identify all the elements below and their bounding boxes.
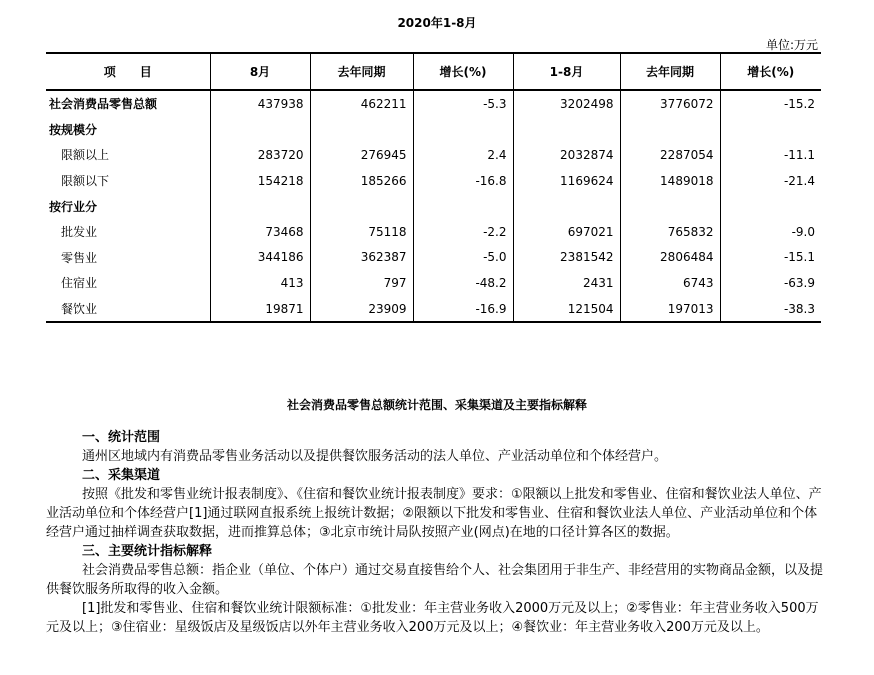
table-row xyxy=(46,296,821,323)
header-august-last-year: 去年同期 xyxy=(310,53,413,90)
table-row xyxy=(46,219,821,245)
cell: -11.1 xyxy=(720,142,821,168)
cell: 73468 xyxy=(210,219,310,245)
cell xyxy=(720,193,821,219)
row-label: 零售业 xyxy=(61,250,98,265)
cell: -5.3 xyxy=(413,90,513,117)
notes-section xyxy=(46,428,824,637)
cell: 2431 xyxy=(513,270,620,296)
table-row xyxy=(46,142,821,168)
cell: 185266 xyxy=(310,168,413,194)
notes-title: 社会消费品零售总额统计范围、采集渠道及主要指标解释 xyxy=(286,398,587,412)
table-row xyxy=(46,90,821,117)
cell: 197013 xyxy=(620,296,720,323)
header-jan-aug-last-year: 去年同期 xyxy=(620,53,720,90)
unit-label: 单位:万元 xyxy=(765,38,818,52)
cell: 2806484 xyxy=(620,245,720,271)
cell: 3776072 xyxy=(620,90,720,117)
cell: 765832 xyxy=(620,219,720,245)
cell xyxy=(620,117,720,143)
header-august: 8月 xyxy=(210,53,310,90)
header-jan-aug-growth: 增长(%) xyxy=(720,53,821,90)
row-label: 限额以上 xyxy=(61,148,110,163)
cell: 697021 xyxy=(513,219,620,245)
cell: -15.1 xyxy=(720,245,821,271)
cell: -16.8 xyxy=(413,168,513,194)
channel-heading: 二、采集渠道 xyxy=(82,468,161,483)
cell: 1489018 xyxy=(620,168,720,194)
header-august-growth: 增长(%) xyxy=(413,53,513,90)
table-row xyxy=(46,270,821,296)
cell: 2287054 xyxy=(620,142,720,168)
table-row xyxy=(46,117,821,143)
cell: 276945 xyxy=(310,142,413,168)
cell xyxy=(720,117,821,143)
cell: 75118 xyxy=(310,219,413,245)
row-label: 限额以下 xyxy=(61,174,110,189)
cell: 2381542 xyxy=(513,245,620,271)
cell: 362387 xyxy=(310,245,413,271)
cell: 437938 xyxy=(210,90,310,117)
header-jan-aug: 1-8月 xyxy=(513,53,620,90)
report-title: 2020年1-8月 xyxy=(397,16,477,30)
cell: 2.4 xyxy=(413,142,513,168)
retail-sales-table xyxy=(46,52,821,323)
cell xyxy=(413,193,513,219)
cell xyxy=(620,193,720,219)
cell xyxy=(413,117,513,143)
cell xyxy=(210,117,310,143)
indicator-heading: 三、主要统计指标解释 xyxy=(82,544,213,559)
row-label: 餐饮业 xyxy=(46,296,210,323)
cell: 121504 xyxy=(513,296,620,323)
cell: 2032874 xyxy=(513,142,620,168)
table-row xyxy=(46,245,821,271)
table-row xyxy=(46,168,821,194)
cell: 797 xyxy=(310,270,413,296)
header-item: 项 目 xyxy=(46,53,210,90)
scope-paragraph: 通州区地域内有消费品零售业务活动以及提供餐饮服务活动的法人单位、产业活动单位和个体经营户。 xyxy=(82,449,668,464)
cell: -15.2 xyxy=(720,90,821,117)
cell: 23909 xyxy=(310,296,413,323)
cell: 462211 xyxy=(310,90,413,117)
table-header-row xyxy=(46,53,821,90)
cell xyxy=(210,193,310,219)
cell: -48.2 xyxy=(413,270,513,296)
cell xyxy=(513,193,620,219)
cell: -21.4 xyxy=(720,168,821,194)
row-label: 住宿业 xyxy=(61,276,98,291)
table-row xyxy=(46,193,821,219)
cell: 344186 xyxy=(210,245,310,271)
footnote-paragraph: [1]批发和零售业、住宿和餐饮业统计限额标准：①批发业：年主营业务收入2000万元及以上；②零售业：年主营业务收入500万元及以上；③住宿业：星级饭店及星级饭店以外年主营业务收入200万元及以上；④餐饮业：年主营业务收入200万元及以上。 xyxy=(46,601,819,635)
cell: -5.0 xyxy=(413,245,513,271)
cell: -38.3 xyxy=(720,296,821,323)
row-label: 按行业分 xyxy=(49,199,98,214)
cell: 283720 xyxy=(210,142,310,168)
row-label: 社会消费品零售总额 xyxy=(49,97,158,112)
cell: 154218 xyxy=(210,168,310,194)
row-label: 按规模分 xyxy=(49,122,98,137)
indicator-paragraph: 社会消费品零售总额：指企业（单位、个体户）通过交易直接售给个人、社会集团用于非生产、非经营用的实物商品金额，以及提供餐饮服务所取得的收入金额。 xyxy=(46,563,824,597)
channel-paragraph: 按照《批发和零售业统计报表制度》、《住宿和餐饮业统计报表制度》要求：①限额以上批发和零售业、住宿和餐饮业法人单位、产业活动单位和个体经营户[1]通过联网直报系统上报统计数据；②限额以下批发和零售业、住宿和餐饮业法人单位、产业活动单位和个体经营户通过抽样调查获取数据，进而推算总体；③北京市统计局队按照产业(网点)在地的口径计算各区的数据。 xyxy=(46,487,822,540)
cell: -63.9 xyxy=(720,270,821,296)
cell: -2.2 xyxy=(413,219,513,245)
cell: 19871 xyxy=(210,296,310,323)
cell: -9.0 xyxy=(720,219,821,245)
cell: 413 xyxy=(210,270,310,296)
row-label: 批发业 xyxy=(61,225,98,240)
cell: 3202498 xyxy=(513,90,620,117)
cell: 6743 xyxy=(620,270,720,296)
cell: 1169624 xyxy=(513,168,620,194)
cell xyxy=(310,193,413,219)
cell xyxy=(310,117,413,143)
scope-heading: 一、统计范围 xyxy=(82,430,161,445)
cell xyxy=(513,117,620,143)
cell: -16.9 xyxy=(413,296,513,323)
